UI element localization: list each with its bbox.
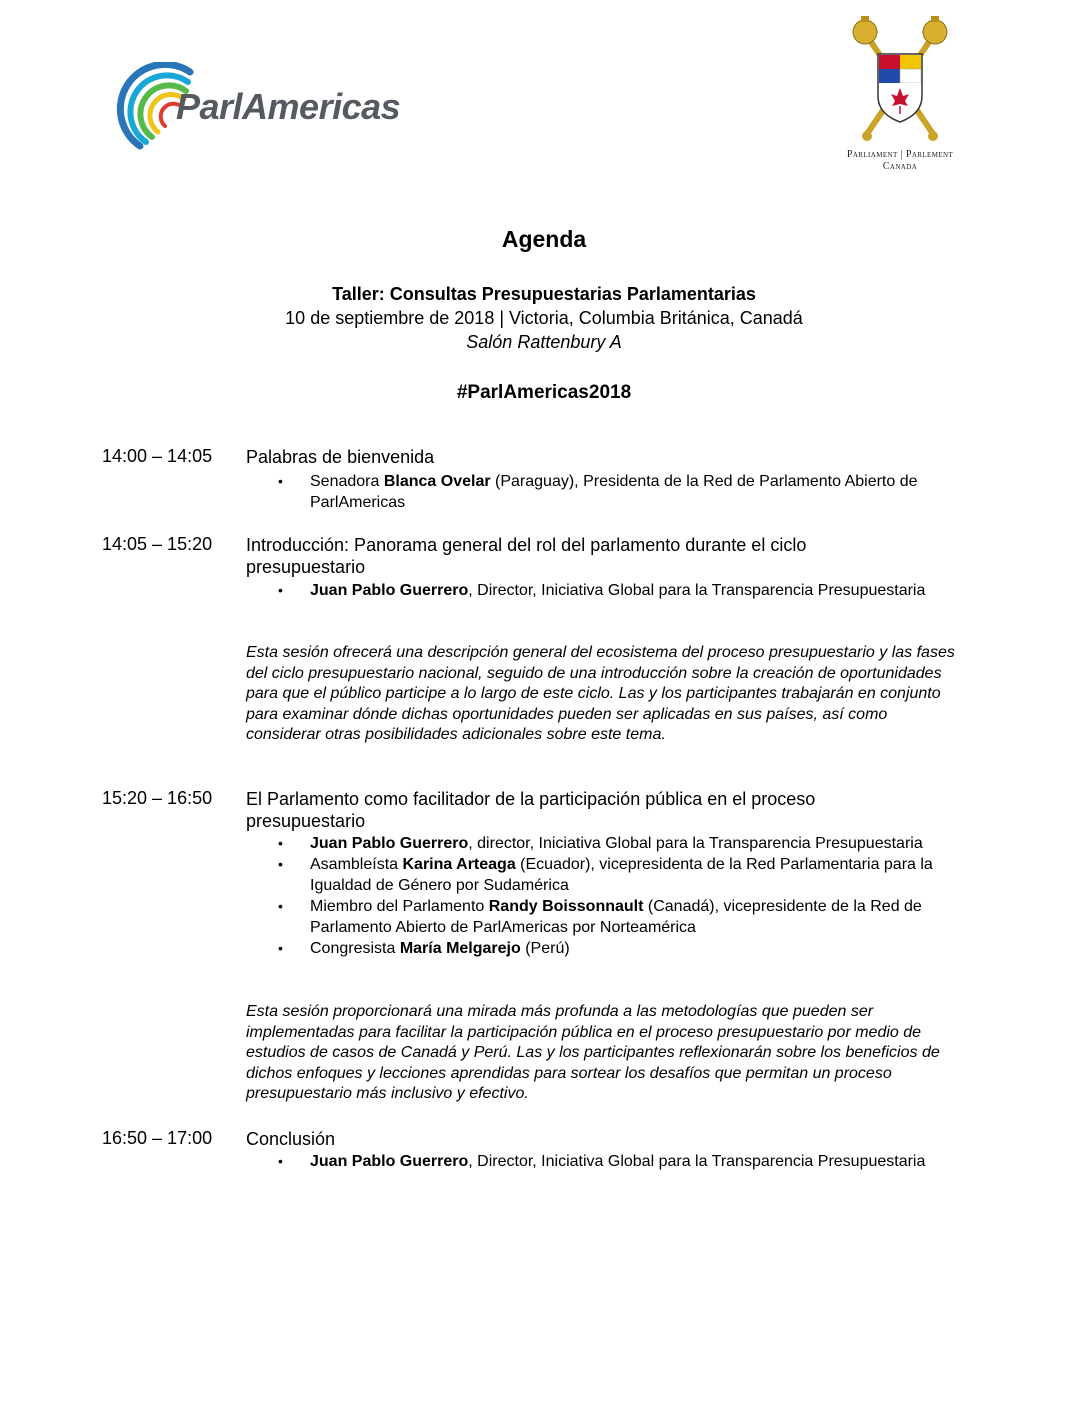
- session-title: Conclusión: [246, 1129, 336, 1149]
- parlamericas-logo: [110, 62, 430, 152]
- date-location: 10 de septiembre de 2018 | Victoria, Columbia Británica, Canadá: [285, 308, 803, 328]
- speaker-item: • Juan Pablo Guerrero, director, Iniciativa Global para la Transparencia Presupuestaria: [278, 835, 923, 852]
- session-title: El Parlamento como facilitador de la participación pública en el proceso presupuestario: [246, 789, 816, 831]
- speaker-item: • Miembro del Parlamento Randy Boissonnault (Canadá), vicepresidente de la Red de Parlamento Abierto de ParlAmericas por Norteamérica: [278, 898, 922, 936]
- session-description: Esta sesión proporcionará una mirada más profunda a las metodologías que pueden ser implementadas para facilitar la participación pública en el proceso presupuestario por medio de estudios de casos de Canadá y Perú. Las y los participantes reflexionarán sobre los beneficios de dichos enfoques y lecciones aprendidas para sortear los desafíos que permitan un proceso presupuestario más inclusivo y efectivo.: [246, 1003, 940, 1103]
- session-description: Esta sesión ofrecerá una descripción general del ecosistema del proceso presupuestario y las fases del ciclo presupuestario nacional, seguido de una introducción sobre la creación de oportunidades para que el público participe a lo largo de este ciclo. Las y los participantes trabajarán en conjunto para examinar dónde dichas oportunidades pueden ser aplicadas en sus países, así como considerar otras posibilidades adicionales sobre este tema.: [246, 644, 955, 744]
- speaker-item: • Juan Pablo Guerrero, Director, Iniciativa Global para la Transparencia Presupuestaria: [278, 582, 926, 599]
- bullet-icon: •: [278, 473, 283, 489]
- parlamericas-wordmark: ParlAmericas: [176, 86, 401, 127]
- room-name: Salón Rattenbury A: [466, 332, 622, 352]
- speaker-name: Juan Pablo Guerrero: [310, 582, 469, 599]
- speaker-name: Randy Boissonnault: [488, 898, 644, 915]
- session-time: 15:20 – 16:50: [102, 788, 213, 808]
- speaker-item: • Congresista María Melgarejo (Perú): [278, 940, 570, 957]
- speaker-name: Juan Pablo Guerrero: [310, 1153, 469, 1170]
- speaker-list: [278, 580, 958, 601]
- workshop-title: Taller: Consultas Presupuestarias Parlamentarias: [332, 284, 756, 304]
- parliament-canada-logo: [830, 14, 970, 184]
- speaker-list: [278, 471, 958, 513]
- speaker-item: • Juan Pablo Guerrero, Director, Iniciativa Global para la Transparencia Presupuestaria: [278, 1153, 926, 1170]
- speaker-name: Juan Pablo Guerrero: [310, 835, 469, 852]
- bullet-icon: •: [278, 898, 283, 914]
- parliament-crest-icon: [845, 14, 955, 144]
- speaker-item: • Senadora Blanca Ovelar (Paraguay), Presidenta de la Red de Parlamento Abierto de ParlAmericas: [278, 473, 918, 511]
- speaker-name: Blanca Ovelar: [383, 473, 491, 490]
- bullet-icon: •: [278, 856, 283, 872]
- session-time: 14:05 – 15:20: [102, 534, 213, 554]
- speaker-name: Karina Arteaga: [402, 856, 516, 873]
- bullet-icon: •: [278, 1153, 283, 1169]
- page-title: Agenda: [501, 226, 587, 252]
- bullet-icon: •: [278, 582, 283, 598]
- speaker-name: María Melgarejo: [399, 940, 521, 957]
- speaker-item: • Asambleísta Karina Arteaga (Ecuador), vicepresidenta de la Red Parlamentaria para la Igualdad de Género por Sudamérica: [278, 856, 933, 894]
- session-title: Introducción: Panorama general del rol del parlamento durante el ciclo presupuestario: [246, 535, 807, 577]
- session-title: Palabras de bienvenida: [246, 447, 435, 467]
- parliament-canada-label: Parliament | Parlement Canada: [846, 149, 954, 172]
- session-time: 14:00 – 14:05: [102, 446, 213, 466]
- bullet-icon: •: [278, 940, 283, 956]
- session-time: 16:50 – 17:00: [102, 1128, 213, 1148]
- speaker-list: [278, 1151, 958, 1172]
- bullet-icon: •: [278, 835, 283, 851]
- speaker-list: [278, 833, 958, 959]
- hashtag: #ParlAmericas2018: [456, 382, 632, 403]
